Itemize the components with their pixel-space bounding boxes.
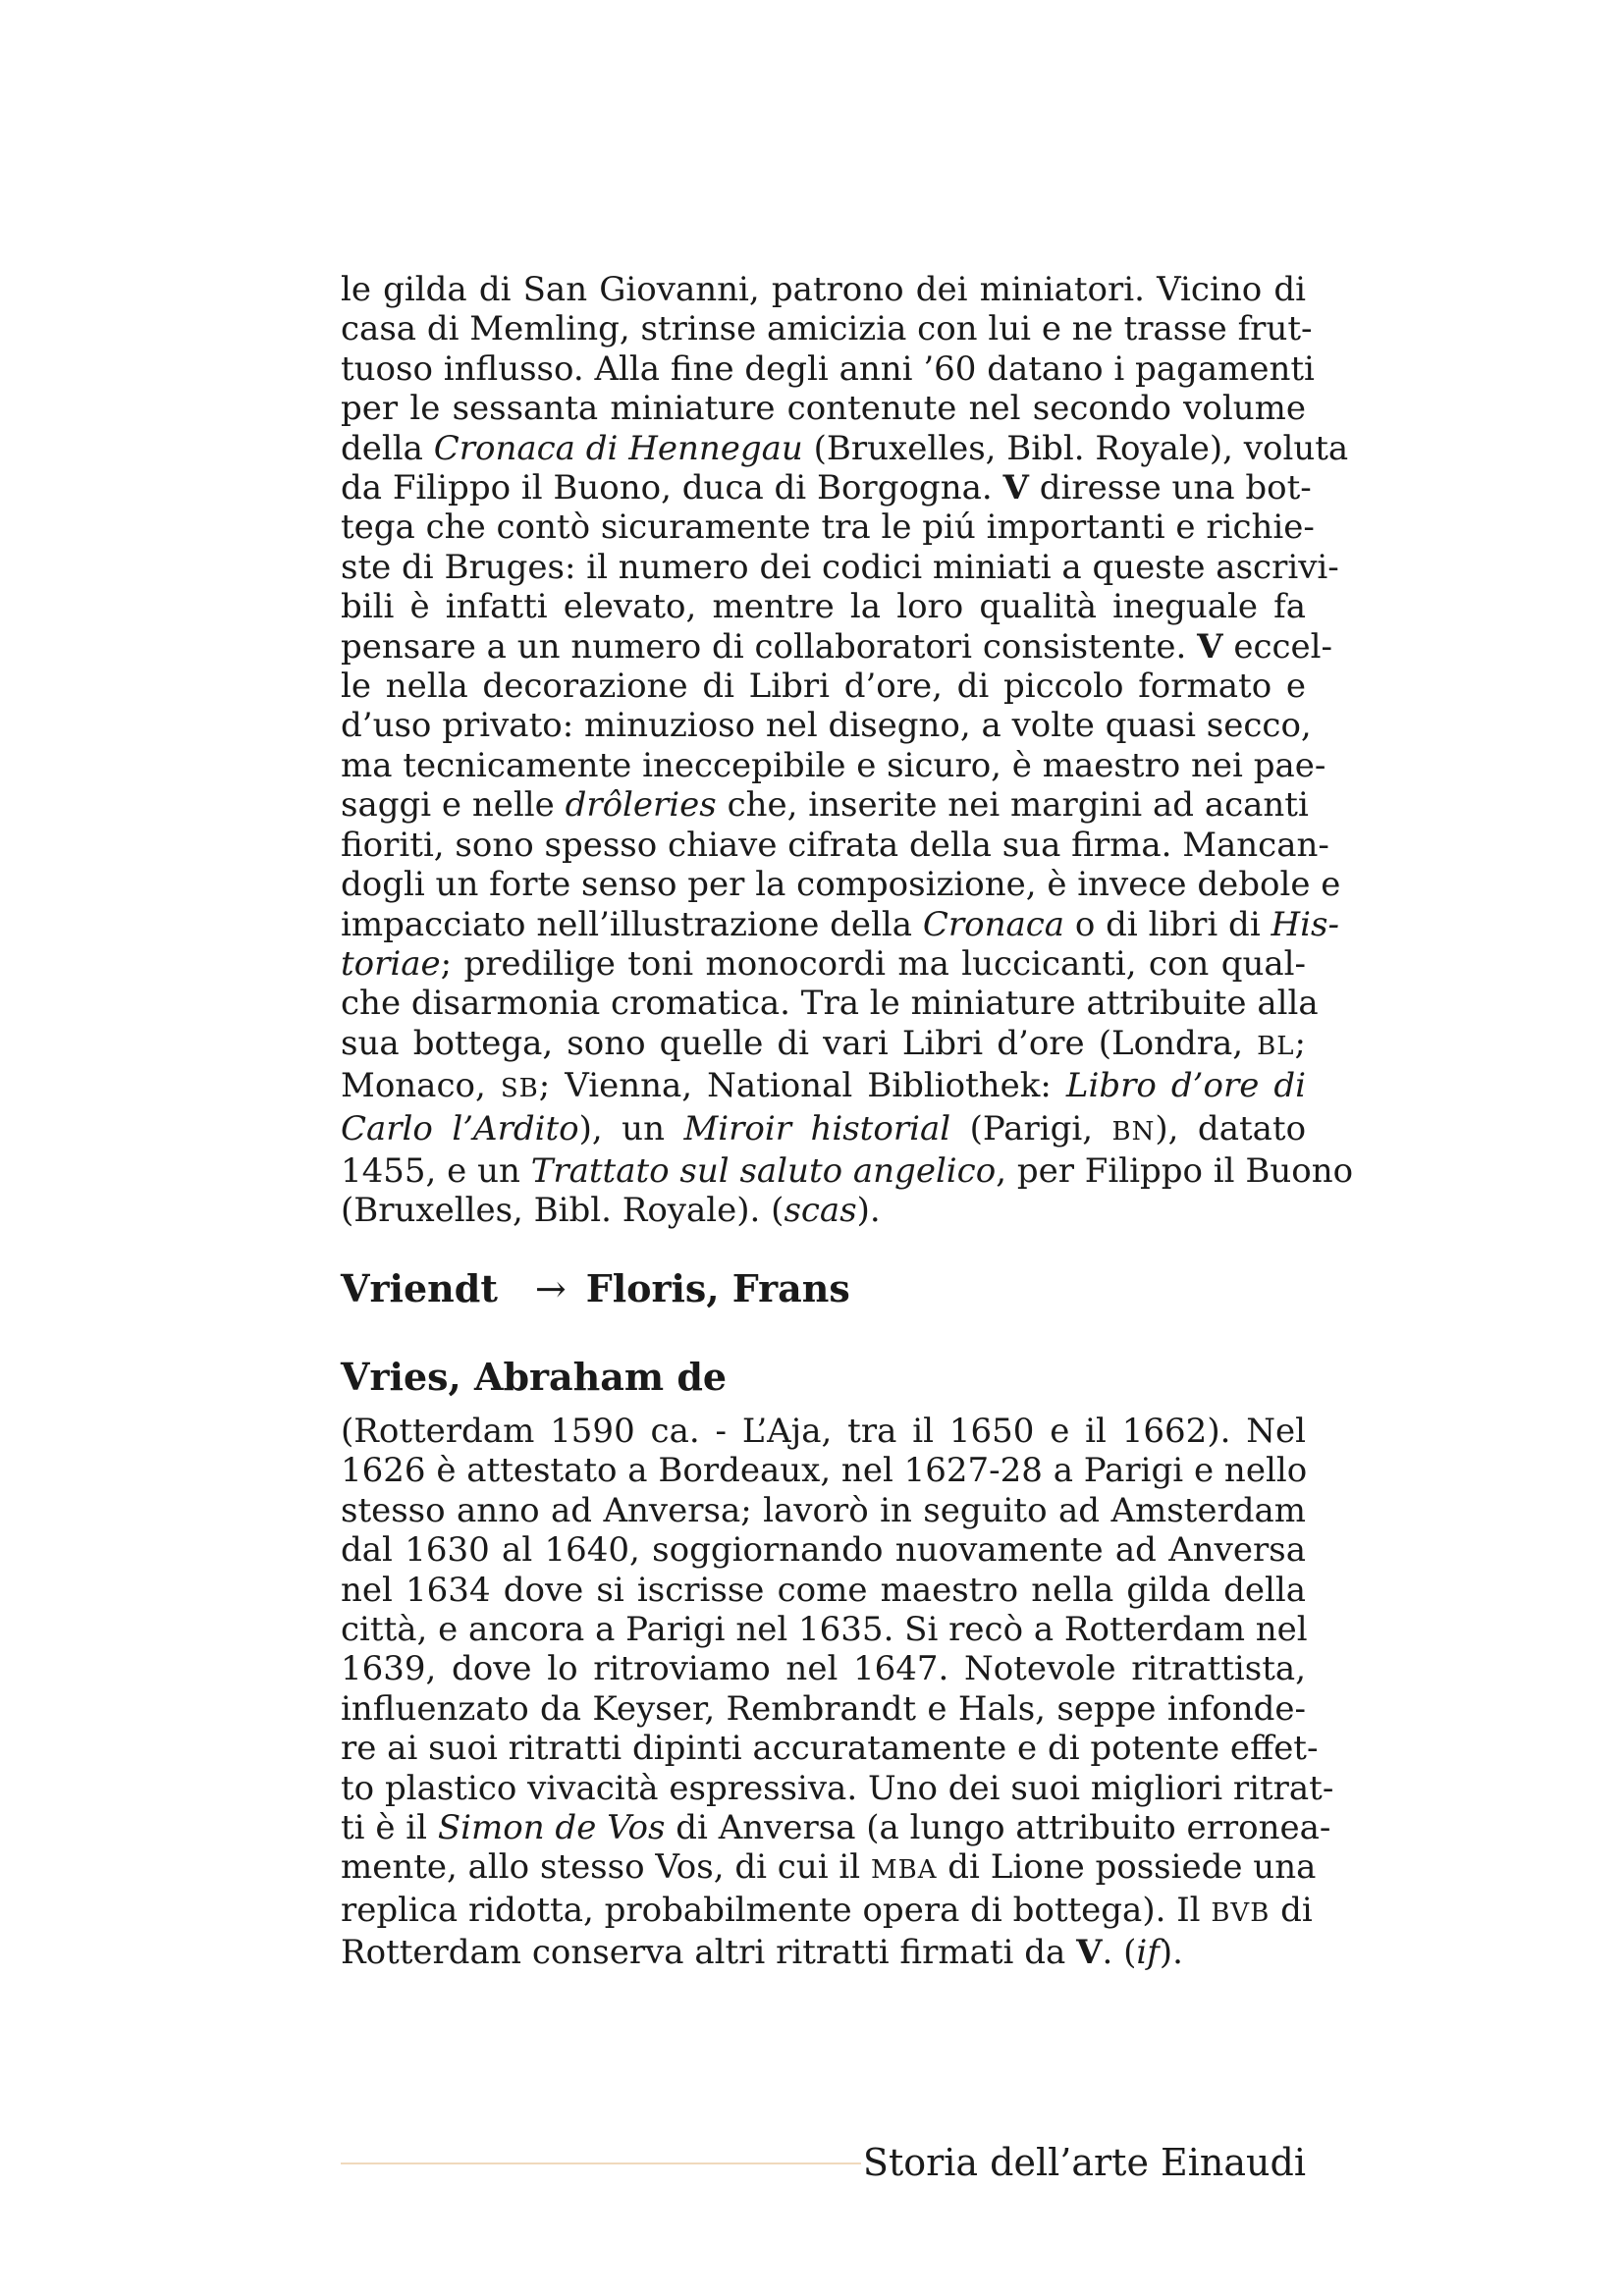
text-line: ste di Bruges: il numero dei codici miniati a queste ascrivi- — [341, 547, 1339, 587]
xref-target[interactable]: Floris, Frans — [585, 1266, 850, 1310]
artist-initial: V — [1002, 468, 1029, 508]
work-title: Trattato sul saluto angelico — [530, 1150, 997, 1191]
entry-2-paragraph — [341, 1412, 1334, 1973]
artist-initial: V — [1076, 1933, 1103, 1973]
text-line: città, e ancora a Parigi nel 1635. Si recò a Rotterdam nel — [341, 1610, 1308, 1650]
entry-title: Vries, Abraham de — [341, 1355, 728, 1399]
author-initials: if — [1136, 1933, 1160, 1973]
text-line: bili è infatti elevato, mentre la loro qualità ineguale fa — [341, 587, 1306, 627]
footer-rule — [341, 2163, 861, 2164]
entry-1-body — [341, 270, 1354, 1231]
text-line: le nella decorazione di Libri d’ore, di piccolo formato e — [341, 667, 1306, 707]
text-line: tuoso influsso. Alla fine degli anni ’60 datano i pagamenti — [341, 348, 1315, 389]
text-line: saggi e nelle drôleries che, inserite nei margini ad acanti — [341, 785, 1309, 826]
text-line: casa di Memling, strinse amicizia con lui e ne trasse frut- — [341, 309, 1313, 349]
artist-initial: V — [1197, 626, 1223, 667]
italic-term: drôleries — [565, 785, 717, 826]
text-line: da Filippo il Buono, duca di Borgogna. V diresse una bot- — [341, 468, 1312, 508]
text-line: toriae; predilige toni monocordi ma luccicanti, con qual- — [341, 943, 1306, 984]
work-title: Cronaca di Hennegau — [433, 428, 803, 468]
entry-2-body — [341, 1412, 1334, 1973]
arrow-right-icon: → — [534, 1267, 567, 1310]
text-line: Monaco, SB; Vienna, National Bibliothek: Libro d’ore di — [341, 1066, 1307, 1106]
work-title: His- — [1271, 904, 1339, 944]
text-line: (Bruxelles, Bibl. Royale). (scas). — [341, 1191, 881, 1231]
text-line: Carlo l’Ardito), un Miroir historial (Parigi, BN), datato — [341, 1108, 1307, 1148]
entry-1-paragraph — [341, 270, 1354, 1231]
work-title: Simon de Vos — [437, 1808, 666, 1848]
text-line: sua bottega, sono quelle di vari Libri d’ore (Londra, BL; — [341, 1023, 1306, 1063]
text-line: che disarmonia cromatica. Tra le miniature attribuite alla — [341, 984, 1319, 1024]
text-line: to plastico vivacità espressiva. Uno dei suoi migliori ritrat- — [341, 1768, 1334, 1808]
work-title: Libro d’ore di — [1065, 1066, 1307, 1106]
text-line: impacciato nell’illustrazione della Cronaca o di libri di His- — [341, 904, 1339, 944]
text-line: mente, allo stesso Vos, di cui il MBA di Lione possiede una — [341, 1847, 1317, 1888]
work-title: Miroir historial — [683, 1108, 951, 1148]
page-footer — [341, 2140, 1306, 2189]
text-line: influenzato da Keyser, Rembrandt e Hals, seppe infonde- — [341, 1688, 1306, 1729]
footer-publisher: Storia dell’arte Einaudi — [862, 2141, 1306, 2184]
abbreviation: SB — [500, 1074, 539, 1104]
text-line: della Cronaca di Hennegau (Bruxelles, Bibl. Royale), voluta — [341, 428, 1349, 468]
abbreviation: MBA — [870, 1855, 938, 1886]
work-title: toriae — [341, 943, 441, 984]
text-line: stesso anno ad Anversa; lavorò in seguito ad Amsterdam — [341, 1490, 1306, 1530]
text-line: fioriti, sono spesso chiave cifrata della sua firma. Mancan- — [341, 825, 1329, 865]
text-line: dal 1630 al 1640, soggiornando nuovamente ad Anversa — [341, 1530, 1306, 1571]
text-line: le gilda di San Giovanni, patrono dei miniatori. Vicino di — [341, 270, 1306, 309]
abbreviation: BN — [1111, 1116, 1156, 1147]
text-line: ma tecnicamente ineccepibile e sicuro, è maestro nei pae- — [341, 745, 1326, 785]
text-line: (Rotterdam 1590 ca. - L’Aja, tra il 1650 e il 1662). Nel — [341, 1412, 1306, 1451]
text-line: 1639, dove lo ritroviamo nel 1647. Notevole ritrattista, — [341, 1649, 1306, 1689]
text-line: d’uso privato: minuzioso nel disegno, a volte quasi secco, — [341, 706, 1312, 746]
text-line: per le sessanta miniature contenute nel secondo volume — [341, 389, 1306, 429]
work-title: Cronaca — [922, 904, 1065, 944]
text-line: tega che contò sicuramente tra le piú importanti e richie- — [341, 507, 1315, 548]
text-line: nel 1634 dove si iscrisse come maestro nella gilda della — [341, 1570, 1306, 1610]
text-line: Rotterdam conserva altri ritratti firmati da V. (if). — [341, 1933, 1183, 1973]
text-line: replica ridotta, probabilmente opera di bottega). Il BVB di — [341, 1890, 1313, 1930]
text-line: 1455, e un Trattato sul saluto angelico, per Filippo il Buono — [341, 1150, 1354, 1191]
text-line: re ai suoi ritratti dipinti accuratamente e di potente effet- — [341, 1729, 1319, 1769]
text-line: 1626 è attestato a Bordeaux, nel 1627-28 a Parigi e nello — [341, 1451, 1308, 1491]
text-line: pensare a un numero di collaboratori consistente. V eccel- — [341, 626, 1333, 667]
cross-reference[interactable] — [341, 1266, 850, 1311]
abbreviation: BVB — [1211, 1897, 1271, 1928]
text-line: dogli un forte senso per la composizione, è invece debole e — [341, 865, 1341, 905]
xref-term: Vriendt — [341, 1266, 498, 1310]
text-line: ti è il Simon de Vos di Anversa (a lungo attribuito erronea- — [341, 1808, 1331, 1848]
work-title: Carlo l’Ardito — [341, 1108, 579, 1148]
abbreviation: BL — [1257, 1031, 1295, 1061]
author-initials: scas — [784, 1191, 857, 1231]
